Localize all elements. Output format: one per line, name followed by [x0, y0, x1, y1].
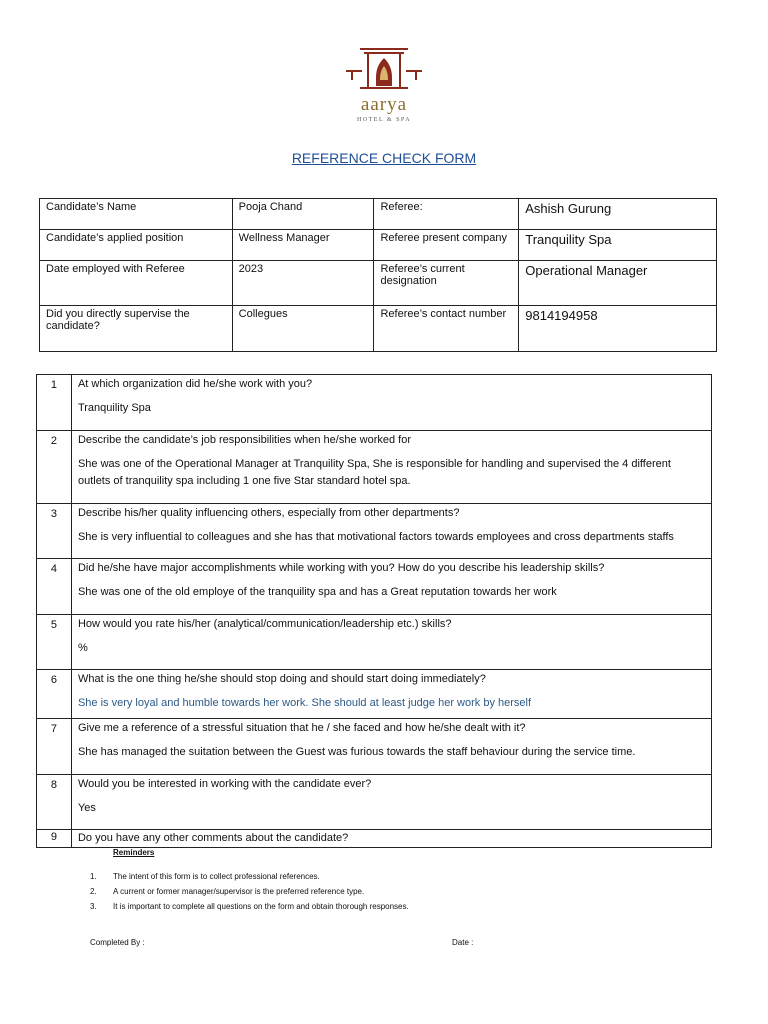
info-label: Candidate’s Name [40, 199, 233, 230]
reminders-heading: Reminders [113, 848, 155, 857]
question-number: 7 [37, 719, 72, 775]
info-label: Candidate’s applied position [40, 230, 233, 261]
info-value: Wellness Manager [232, 230, 374, 261]
info-row [40, 230, 717, 261]
info-label: Referee’s contact number [374, 306, 519, 352]
info-row [40, 261, 717, 306]
answer-text: She is very loyal and humble towards her work. She should at least judge her work by herself [77, 697, 532, 709]
info-value: Tranquility Spa [519, 230, 717, 261]
info-label: Referee present company [374, 230, 519, 261]
info-value: Ashish Gurung [519, 199, 717, 230]
question-number: 9 [37, 830, 72, 848]
question-row [37, 559, 712, 615]
answer-text: She was one of the old employe of the tranquility spa and has a Great reputation towards her work [77, 586, 557, 598]
question-text: Would you be interested in working with the candidate ever? [77, 778, 372, 790]
question-text: Give me a reference of a stressful situation that he / she faced and how he/she dealt with it? [77, 722, 526, 734]
question-row [37, 504, 712, 559]
reminders-list [90, 872, 409, 917]
info-value: Collegues [232, 306, 374, 352]
date-label: Date : [452, 938, 474, 947]
info-value: 9814194958 [519, 306, 717, 352]
question-row [37, 670, 712, 719]
question-text: How would you rate his/her (analytical/communication/leadership etc.) skills? [77, 618, 452, 630]
form-title: REFERENCE CHECK FORM [291, 150, 477, 166]
question-number: 5 [37, 615, 72, 670]
question-row [37, 615, 712, 670]
question-row [37, 719, 712, 775]
list-item: 3. It is important to complete all questions on the form and obtain thorough responses. [90, 902, 409, 911]
question-number: 4 [37, 559, 72, 615]
info-label: Referee’s current designation [374, 261, 519, 306]
question-text: Did he/she have major accomplishments while working with you? How do you describe his leadership skills? [77, 562, 605, 574]
info-row [40, 306, 717, 352]
list-item: 1. The intent of this form is to collect professional references. [90, 872, 320, 881]
question-number: 8 [37, 775, 72, 830]
question-text: At which organization did he/she work with you? [77, 378, 313, 390]
logo-brand-text: aarya [360, 94, 408, 115]
question-number: 2 [37, 431, 72, 504]
question-number: 1 [37, 375, 72, 431]
question-row [37, 431, 712, 504]
answer-text: She is very influential to colleagues and she has that motivational factors towards employees and cross departments staffs [77, 531, 674, 543]
question-text: Do you have any other comments about the candidate? [77, 832, 349, 844]
completed-by-label: Completed By : [90, 938, 145, 947]
question-text: Describe his/her quality influencing others, especially from other departments? [77, 507, 460, 519]
hotel-logo [340, 44, 428, 124]
answer-text: She has managed the suitation between the Guest was furious towards the staff behaviour during the service time. [77, 746, 636, 758]
questions-table [36, 374, 712, 848]
info-value: Operational Manager [519, 261, 717, 306]
candidate-info-table [39, 198, 717, 352]
question-row [37, 375, 712, 431]
question-row [37, 830, 712, 848]
question-row [37, 775, 712, 830]
list-item: 2. A current or former manager/supervisor is the preferred reference type. [90, 887, 365, 896]
question-number: 3 [37, 504, 72, 559]
answer-text: She was one of the Operational Manager at Tranquility Spa, She is responsible for handling and supervised the 4 different outlets of tranquility spa including 1 one five Star standard hotel spa. [77, 458, 671, 487]
info-label: Referee: [374, 199, 519, 230]
answer-text: % [77, 642, 88, 654]
question-number: 6 [37, 670, 72, 719]
info-value: 2023 [232, 261, 374, 306]
logo-subtitle: HOTEL & SPA [356, 117, 412, 123]
info-value: Pooja Chand [232, 199, 374, 230]
info-row [40, 199, 717, 230]
question-text: Describe the candidate’s job responsibilities when he/she worked for [77, 434, 411, 446]
answer-text: Tranquility Spa [77, 402, 151, 414]
temple-logo-icon [340, 44, 428, 94]
answer-text: Yes [77, 802, 96, 814]
info-label: Did you directly supervise the candidate? [40, 306, 233, 352]
question-text: What is the one thing he/she should stop doing and should start doing immediately? [77, 673, 486, 685]
info-label: Date employed with Referee [40, 261, 233, 306]
